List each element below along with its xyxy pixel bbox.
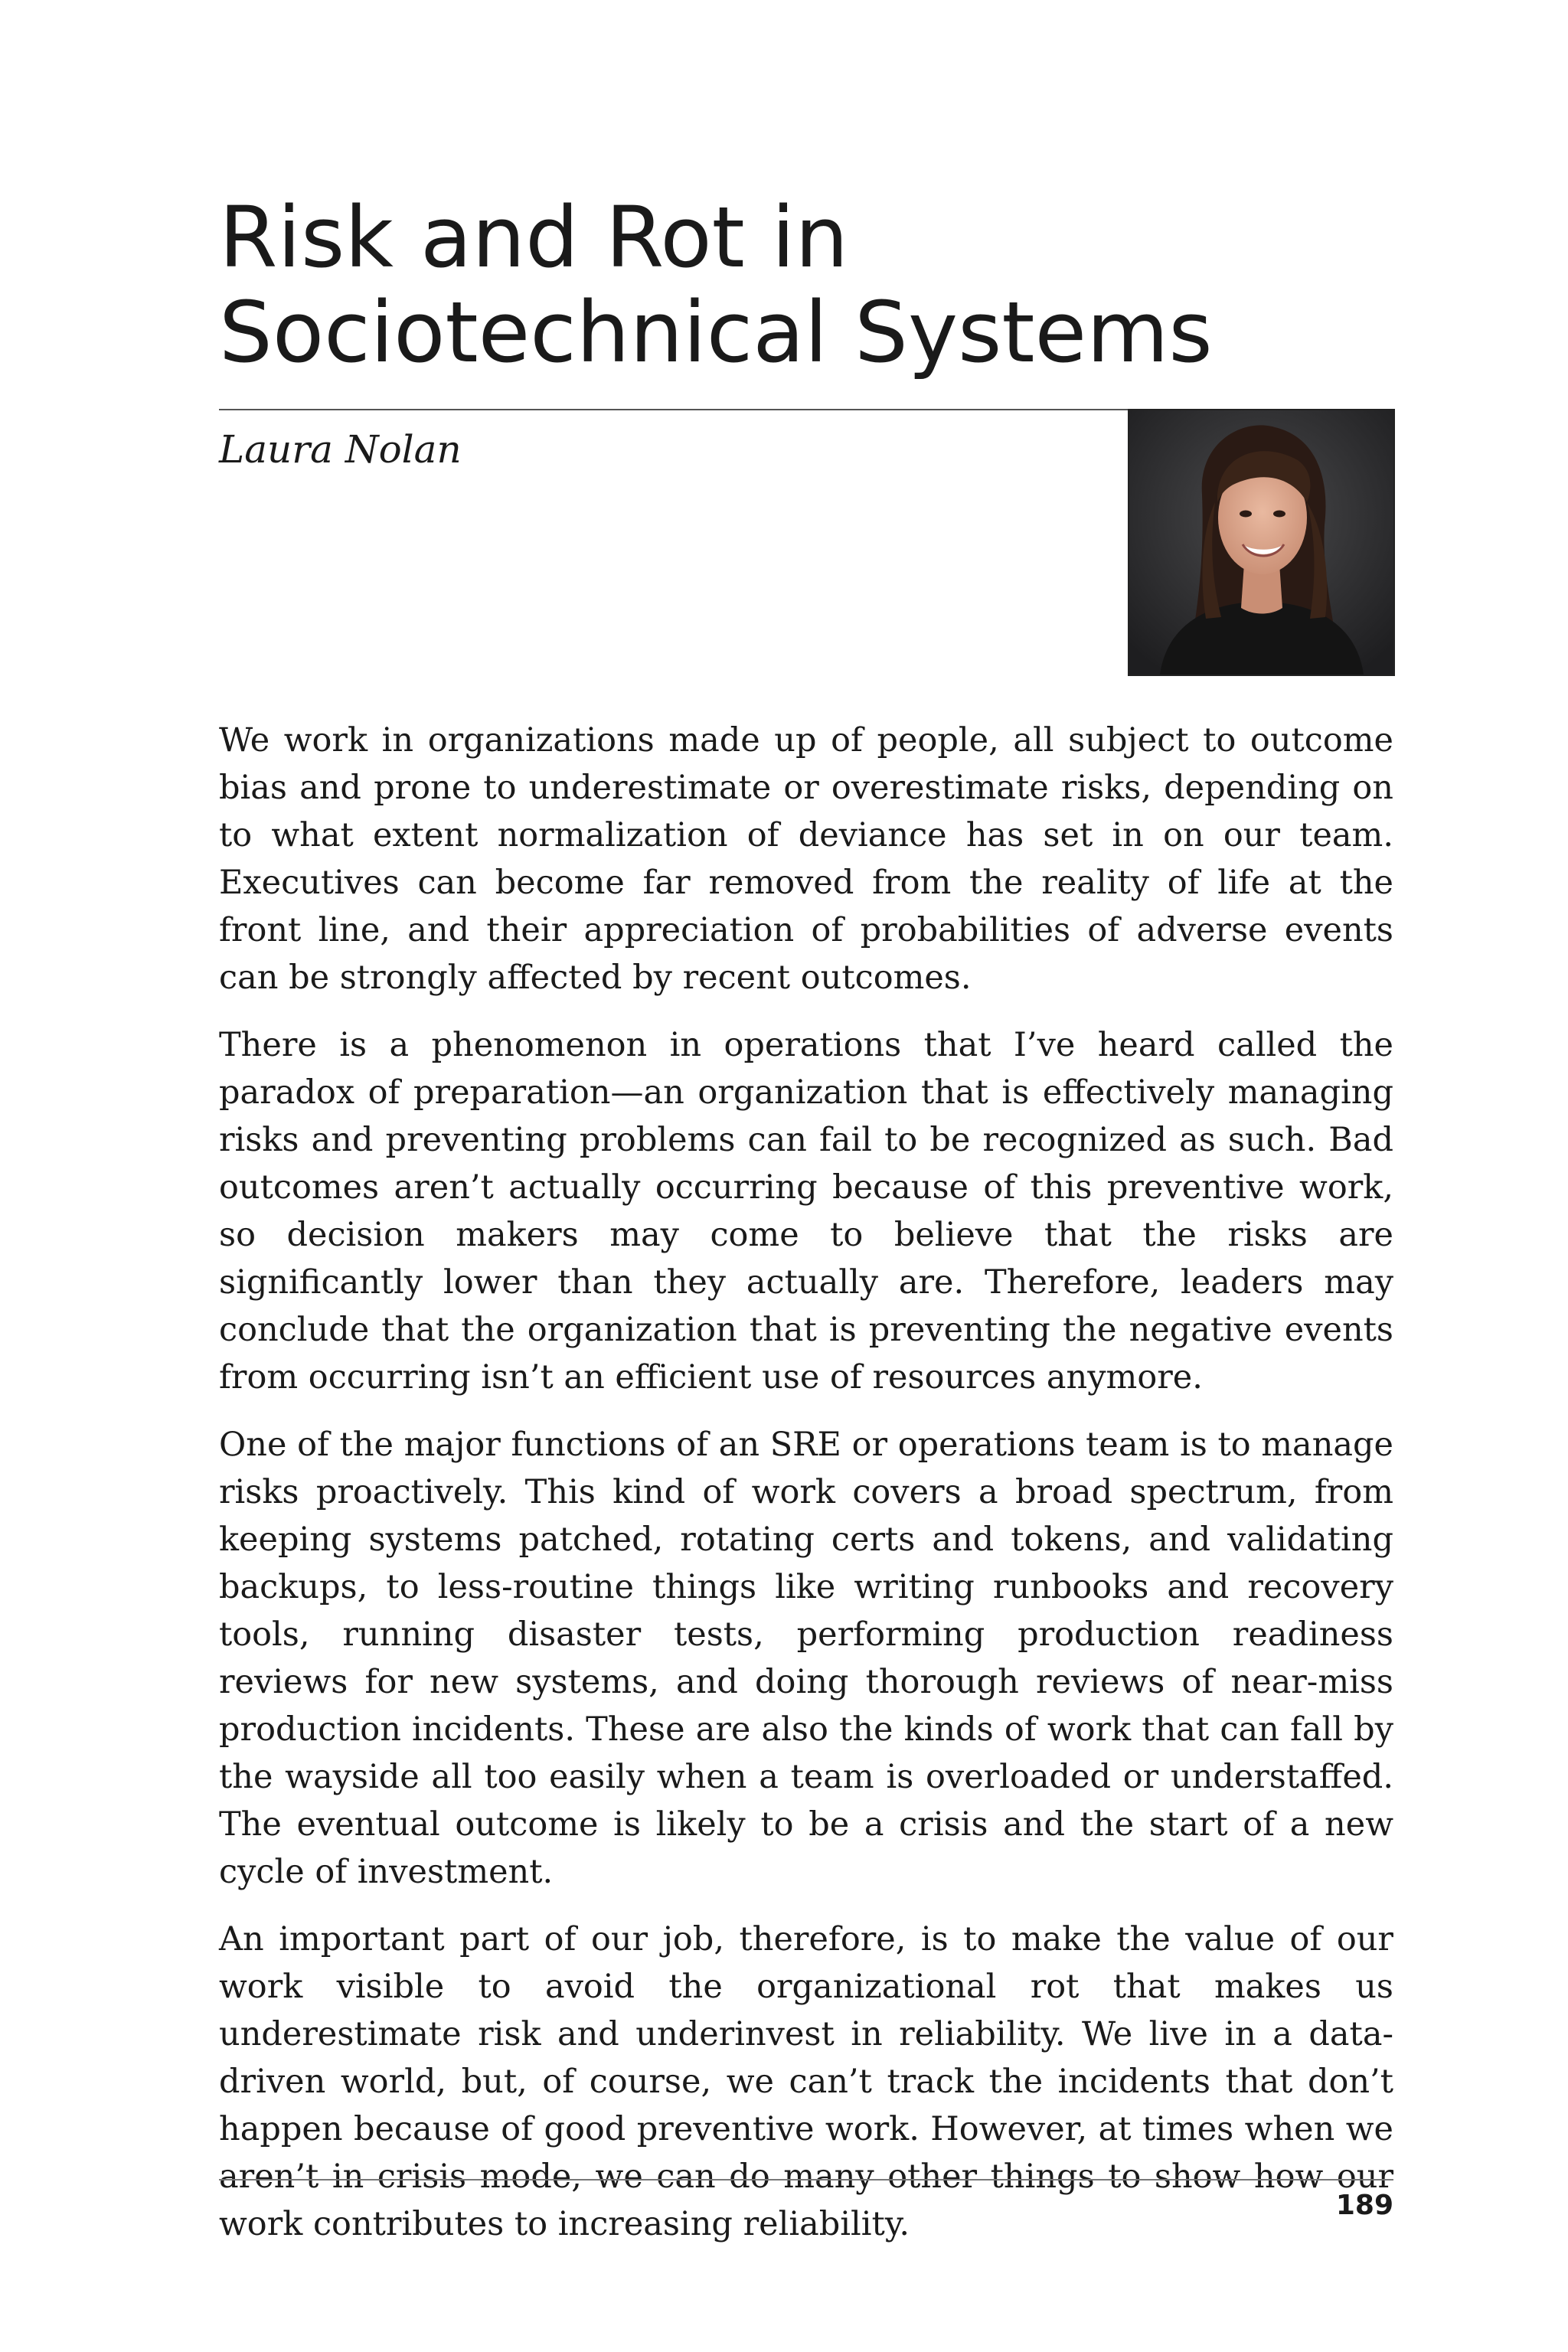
author-portrait-icon bbox=[1129, 410, 1393, 675]
body-paragraph-4: An important part of our job, therefore, is to make the value of our work visible to avoid the organizational rot that makes us underestimate risk and underinvest in reliability. We live in a data-driven world, but, of course, we can’t track the incidents that don’t happen because of good preventive work. However, at times when we aren’t in crisis mode, we can do many other things to show how our work contributes to increasing reliability. bbox=[219, 1920, 1393, 2243]
body-paragraph-3: One of the major functions of an SRE or operations team is to manage risks proactively. This kind of work covers a broad spectrum, from keeping systems patched, rotating certs and tokens, and validating backups, to less-routine things like writing runbooks and recovery tools, running disaster tests, performing production readiness reviews for new systems, and doing thorough reviews of near-miss production incidents. These are also the kinds of work that can fall by the wayside all too easily when a team is overloaded or understaffed. The eventual outcome is likely to be a crisis and the start of a new cycle of investment. bbox=[219, 1426, 1393, 1891]
author-name: Laura Nolan bbox=[219, 427, 462, 472]
page-number: 189 bbox=[1335, 2190, 1393, 2221]
chapter-title-line-2: Sociotechnical Systems bbox=[219, 283, 1213, 381]
author-photo bbox=[1128, 409, 1395, 676]
chapter-title-line-1: Risk and Rot in bbox=[219, 188, 849, 286]
body-paragraph-2: There is a phenomenon in operations that I’ve heard called the paradox of preparation—an organization that is effectively managing risks and preventing problems can fail to be recognized as such. Bad outcomes aren’t actually occurring because of this preventive work, so decision makers may come to believe that the risks are significantly lower than they actually are. Therefore, leaders may conclude that the organization that is preventing the negative events from occurring isn’t an efficient use of resources anymore. bbox=[219, 1026, 1393, 1396]
body-paragraph-1: We work in organizations made up of people, all subject to outcome bias and prone to underestimate or overestimate risks, depending on to what extent normalization of deviance has set in on our team. Executives can become far removed from the reality of life at the front line, and their appreciation of probabilities of adverse events can be strongly affected by recent outcomes. bbox=[219, 721, 1393, 997]
chapter-body bbox=[219, 717, 1393, 2268]
footer-divider bbox=[219, 2179, 1393, 2180]
chapter-title bbox=[219, 190, 1444, 380]
